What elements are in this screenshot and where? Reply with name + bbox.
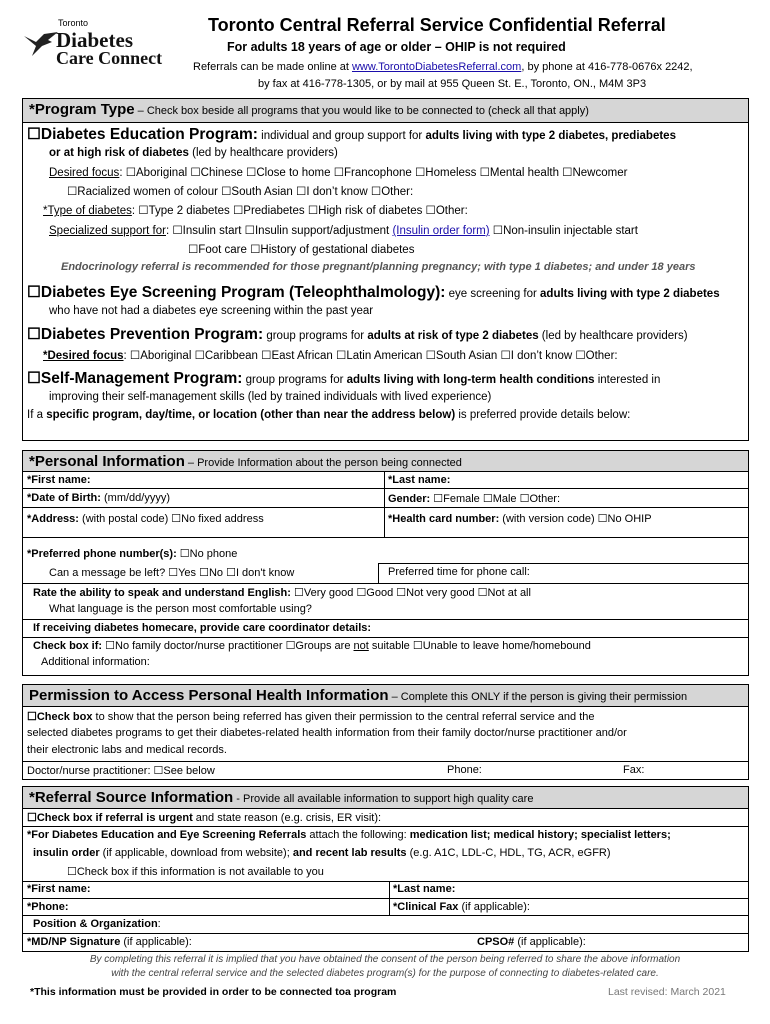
- logo-line2: Care Connect: [56, 48, 163, 68]
- address-label: *Address:: [27, 513, 79, 525]
- education-desc2: (led by healthcare providers): [188, 147, 338, 159]
- gender-label: Gender:: [388, 493, 431, 505]
- referral-methods-line2: by fax at 416-778-1305, or by mail at 955 Queen St. E., Toronto, ON., M4M 3P3: [258, 78, 647, 90]
- attach-items: medication list; medical history; specialist letters;: [409, 829, 671, 841]
- md-sig-label: *MD/NP Signature: [27, 936, 121, 948]
- position-colon: :: [157, 918, 161, 930]
- eye-desc-bold: adults living with type 2 diabetes: [540, 288, 720, 300]
- doctor-field[interactable]: Doctor/nurse practitioner: ☐See below: [27, 765, 215, 777]
- doctor-fax-field[interactable]: Fax:: [623, 764, 645, 776]
- position-label: Position & Organization: [33, 918, 158, 930]
- first-name-label: *First name:: [27, 474, 91, 486]
- clinical-fax-note: (if applicable):: [458, 901, 530, 913]
- address-note: (with postal code) ☐No fixed address: [78, 513, 264, 525]
- position-organization-field[interactable]: [33, 918, 161, 930]
- urgent-bold: ☐Check box if referral is urgent: [27, 812, 193, 824]
- prevention-desc: group programs for: [263, 330, 368, 342]
- spec-opts1: : ☐Insulin start ☐Insulin support/adjustment: [165, 225, 393, 237]
- md-signature-field[interactable]: [27, 936, 192, 948]
- desired-focus-label: Desired focus: [49, 167, 120, 179]
- permission-check-bold: ☐Check box: [27, 711, 93, 723]
- check-if-options[interactable]: [33, 639, 591, 652]
- education-program-checkbox[interactable]: [27, 125, 676, 144]
- consent-statement-line2: with the central referral service and the selected diabetes program(s) for the purpose of connecting to diabetes-related care.: [111, 968, 659, 979]
- attachments-instructions: [27, 829, 671, 841]
- clinical-fax-label: *Clinical Fax: [393, 901, 459, 913]
- specialized-support-label: Specialized support for: [49, 225, 166, 237]
- eye-screening-checkbox[interactable]: [27, 283, 720, 302]
- dob-format: (mm/dd/yyyy): [100, 492, 171, 504]
- personal-info-header: [23, 451, 748, 472]
- language-field[interactable]: What language is the person most comfortable using?: [49, 603, 312, 615]
- eye-desc2: who have not had a diabetes eye screening within the past year: [49, 305, 374, 317]
- required-info-note: *This information must be provided in order to be connected toa program: [30, 986, 397, 998]
- self-desc-end: interested in: [594, 374, 661, 386]
- consent-statement-line1: By completing this referral it is implied that you have obtained the consent of the person being referred to share the above information: [89, 954, 681, 965]
- desired-focus-options-2[interactable]: ☐Racialized women of colour ☐South Asian ☐I don’t know ☐Other:: [67, 186, 414, 198]
- eye-screening-title: ☐Diabetes Eye Screening Program (Teleophthalmology):: [27, 284, 446, 301]
- prevention-title: ☐Diabetes Prevention Program:: [27, 326, 264, 343]
- ref-pre: Referrals can be made online at: [193, 61, 352, 73]
- attach-text: attach the following:: [306, 829, 410, 841]
- spec-opts1b: ☐Non-insulin injectable start: [489, 225, 638, 237]
- bird-logo-icon: [22, 30, 60, 58]
- health-card-label: *Health card number:: [388, 513, 500, 525]
- referrer-first-name-field[interactable]: [27, 883, 91, 895]
- info-not-available-checkbox[interactable]: ☐Check box if this information is not available to you: [67, 866, 324, 878]
- prevention-focus-options[interactable]: [43, 348, 618, 362]
- gender-opts: ☐Female ☐Male ☐Other:: [430, 493, 561, 505]
- insulin-bold: insulin order: [33, 847, 100, 859]
- gender-options[interactable]: [388, 492, 560, 505]
- program-type-note: – Check box beside all programs that you would like to be connected to (check all that apply): [134, 105, 589, 117]
- desired-focus-opts1: : ☐Aboriginal ☐Chinese ☐Close to home ☐Francophone ☐Homeless ☐Mental health ☐Newcomer: [119, 167, 628, 179]
- doctor-phone-field[interactable]: Phone:: [447, 764, 482, 776]
- program-type-section: [22, 98, 749, 441]
- last-name-label: *Last name:: [388, 474, 451, 486]
- self-management-checkbox[interactable]: [27, 369, 660, 388]
- education-desc-bold: adults living with type 2 diabetes, prediabetes: [425, 130, 676, 142]
- prevention-desc-end: (led by healthcare providers): [538, 330, 688, 342]
- homecare-label: If receiving diabetes homecare, provide care coordinator details:: [33, 622, 372, 634]
- cpso-field[interactable]: [477, 936, 586, 948]
- permission-text3: their electronic labs and medical records.: [27, 744, 227, 756]
- permission-text1: to show that the person being referred has given their permission to the central referral service and the: [92, 711, 595, 723]
- homecare-field[interactable]: [33, 622, 371, 634]
- check-if-opts2: suitable ☐Unable to leave home/homebound: [368, 640, 591, 652]
- ref-post: , by phone at 416-778-0676x 2242,: [521, 61, 693, 73]
- self-desc: group programs for: [242, 374, 347, 386]
- specific-post: is preferred provide details below:: [455, 409, 631, 421]
- message-options[interactable]: Can a message be left? ☐Yes ☐No ☐I don't know: [49, 567, 295, 579]
- ref-first-name-label: *First name:: [27, 883, 91, 895]
- clinical-fax-field[interactable]: [393, 901, 530, 913]
- phone-label: *Preferred phone number(s):: [27, 548, 177, 560]
- insulin-order-form-link[interactable]: (Insulin order form): [392, 225, 490, 237]
- health-card-field[interactable]: [388, 512, 652, 525]
- permission-note: – Complete this ONLY if the person is giving their permission: [388, 691, 688, 703]
- specific-program-field[interactable]: [27, 409, 630, 421]
- logo-line1: Diabetes: [56, 28, 133, 52]
- phone-opt: ☐No phone: [176, 548, 238, 560]
- permission-header: [23, 685, 748, 707]
- labs-text: (e.g. A1C, LDL-C, HDL, TG, ACR, eGFR): [406, 847, 611, 859]
- diabetes-type-options[interactable]: [43, 203, 468, 217]
- preferred-time-field[interactable]: Preferred time for phone call:: [388, 566, 530, 578]
- check-if-not: not: [353, 640, 369, 652]
- self-desc-bold: adults living with long-term health conditions: [346, 374, 595, 386]
- health-card-note: (with version code) ☐No OHIP: [499, 513, 652, 525]
- md-sig-note: (if applicable):: [120, 936, 192, 948]
- additional-info-field[interactable]: Additional information:: [41, 656, 150, 668]
- diabetes-type-opts: : ☐Type 2 diabetes ☐Prediabetes ☐High risk of diabetes ☐Other:: [131, 205, 468, 217]
- labs-bold: and recent lab results: [292, 847, 407, 859]
- program-type-header: [23, 99, 748, 123]
- prevention-focus-label: *Desired focus: [43, 350, 124, 362]
- ref-last-name-label: *Last name:: [393, 883, 456, 895]
- last-revised: Last revised: March 2021: [608, 986, 726, 998]
- referral-website-link[interactable]: www.TorontoDiabetesReferral.com: [351, 61, 522, 73]
- education-desc2-bold: or at high risk of diabetes: [49, 147, 189, 159]
- dob-field[interactable]: [27, 492, 170, 504]
- self-management-title: ☐Self-Management Program:: [27, 370, 243, 387]
- check-if-label: Check box if:: [33, 640, 103, 652]
- logo-city-text: Toronto: [58, 18, 89, 28]
- personal-info-note: – Provide Information about the person being connected: [184, 457, 462, 469]
- attachments-instructions-2: [33, 847, 611, 859]
- referrer-phone-field[interactable]: [27, 901, 69, 913]
- ref-phone-label: *Phone:: [27, 901, 69, 913]
- cpso-label: CPSO#: [477, 936, 515, 948]
- diabetes-type-label: *Type of diabetes: [43, 205, 132, 217]
- check-if-opts1: ☐No family doctor/nurse practitioner ☐Groups are: [102, 640, 354, 652]
- prevention-focus-opts: : ☐Aboriginal ☐Caribbean ☐East African ☐Latin American ☐South Asian ☐I don’t know ☐Other:: [123, 350, 618, 362]
- last-name-field[interactable]: [388, 474, 450, 486]
- specific-pre: If a: [27, 409, 47, 421]
- self-desc2: improving their self-management skills (led by trained individuals with lived experience): [49, 391, 492, 403]
- referral-source-section: [22, 786, 749, 952]
- education-desc: individual and group support for: [257, 130, 426, 142]
- form-subtitle: For adults 18 years of age or older – OHIP is not required: [227, 40, 566, 54]
- prevention-program-checkbox[interactable]: [27, 325, 688, 344]
- english-opts: ☐Very good ☐Good ☐Not very good ☐Not at all: [290, 587, 531, 599]
- attach-bold: *For Diabetes Education and Eye Screening Referrals: [27, 829, 307, 841]
- dob-label: *Date of Birth:: [27, 492, 101, 504]
- phone-field[interactable]: [27, 547, 237, 560]
- first-name-field[interactable]: [27, 474, 91, 486]
- personal-info-heading: *Personal Information: [29, 453, 185, 470]
- eye-desc: eye screening for: [445, 288, 541, 300]
- referral-header: [23, 787, 748, 809]
- permission-checkbox[interactable]: [27, 710, 595, 723]
- urgent-text: and state reason (e.g. crisis, ER visit):: [192, 812, 382, 824]
- permission-section: [22, 684, 749, 780]
- english-ability-options[interactable]: [33, 586, 531, 599]
- specialized-support-options-2[interactable]: ☐Foot care ☐History of gestational diabetes: [188, 244, 415, 256]
- insulin-text: (if applicable, download from website);: [99, 847, 293, 859]
- form-title: Toronto Central Referral Service Confidential Referral: [208, 15, 666, 35]
- personal-information-section: [22, 450, 749, 676]
- referrer-last-name-field[interactable]: [393, 883, 455, 895]
- referral-methods-line1: [193, 61, 693, 73]
- referral-heading: *Referral Source Information: [29, 789, 234, 806]
- prevention-desc-bold: adults at risk of type 2 diabetes: [367, 330, 539, 342]
- specialized-support-options[interactable]: [49, 223, 638, 237]
- endocrinology-note: Endocrinology referral is recommended for those pregnant/planning pregnancy; with type 1 diabetes; and under 18 years: [61, 261, 696, 273]
- urgent-checkbox[interactable]: [27, 811, 381, 824]
- program-type-heading: *Program Type: [29, 101, 135, 118]
- education-program-title: ☐Diabetes Education Program:: [27, 126, 258, 143]
- specific-bold: specific program, day/time, or location (other than near the address below): [46, 409, 456, 421]
- address-field[interactable]: [27, 512, 264, 525]
- cpso-note: (if applicable):: [514, 936, 586, 948]
- english-label: Rate the ability to speak and understand English:: [33, 587, 291, 599]
- permission-heading: Permission to Access Personal Health Information: [29, 687, 389, 704]
- referral-note: - Provide all available information to support high quality care: [233, 793, 534, 805]
- permission-text2: selected diabetes programs to get their diabetes-related health information from their family doctor/nurse practitioner and/or: [27, 727, 627, 739]
- desired-focus-options[interactable]: [49, 165, 627, 179]
